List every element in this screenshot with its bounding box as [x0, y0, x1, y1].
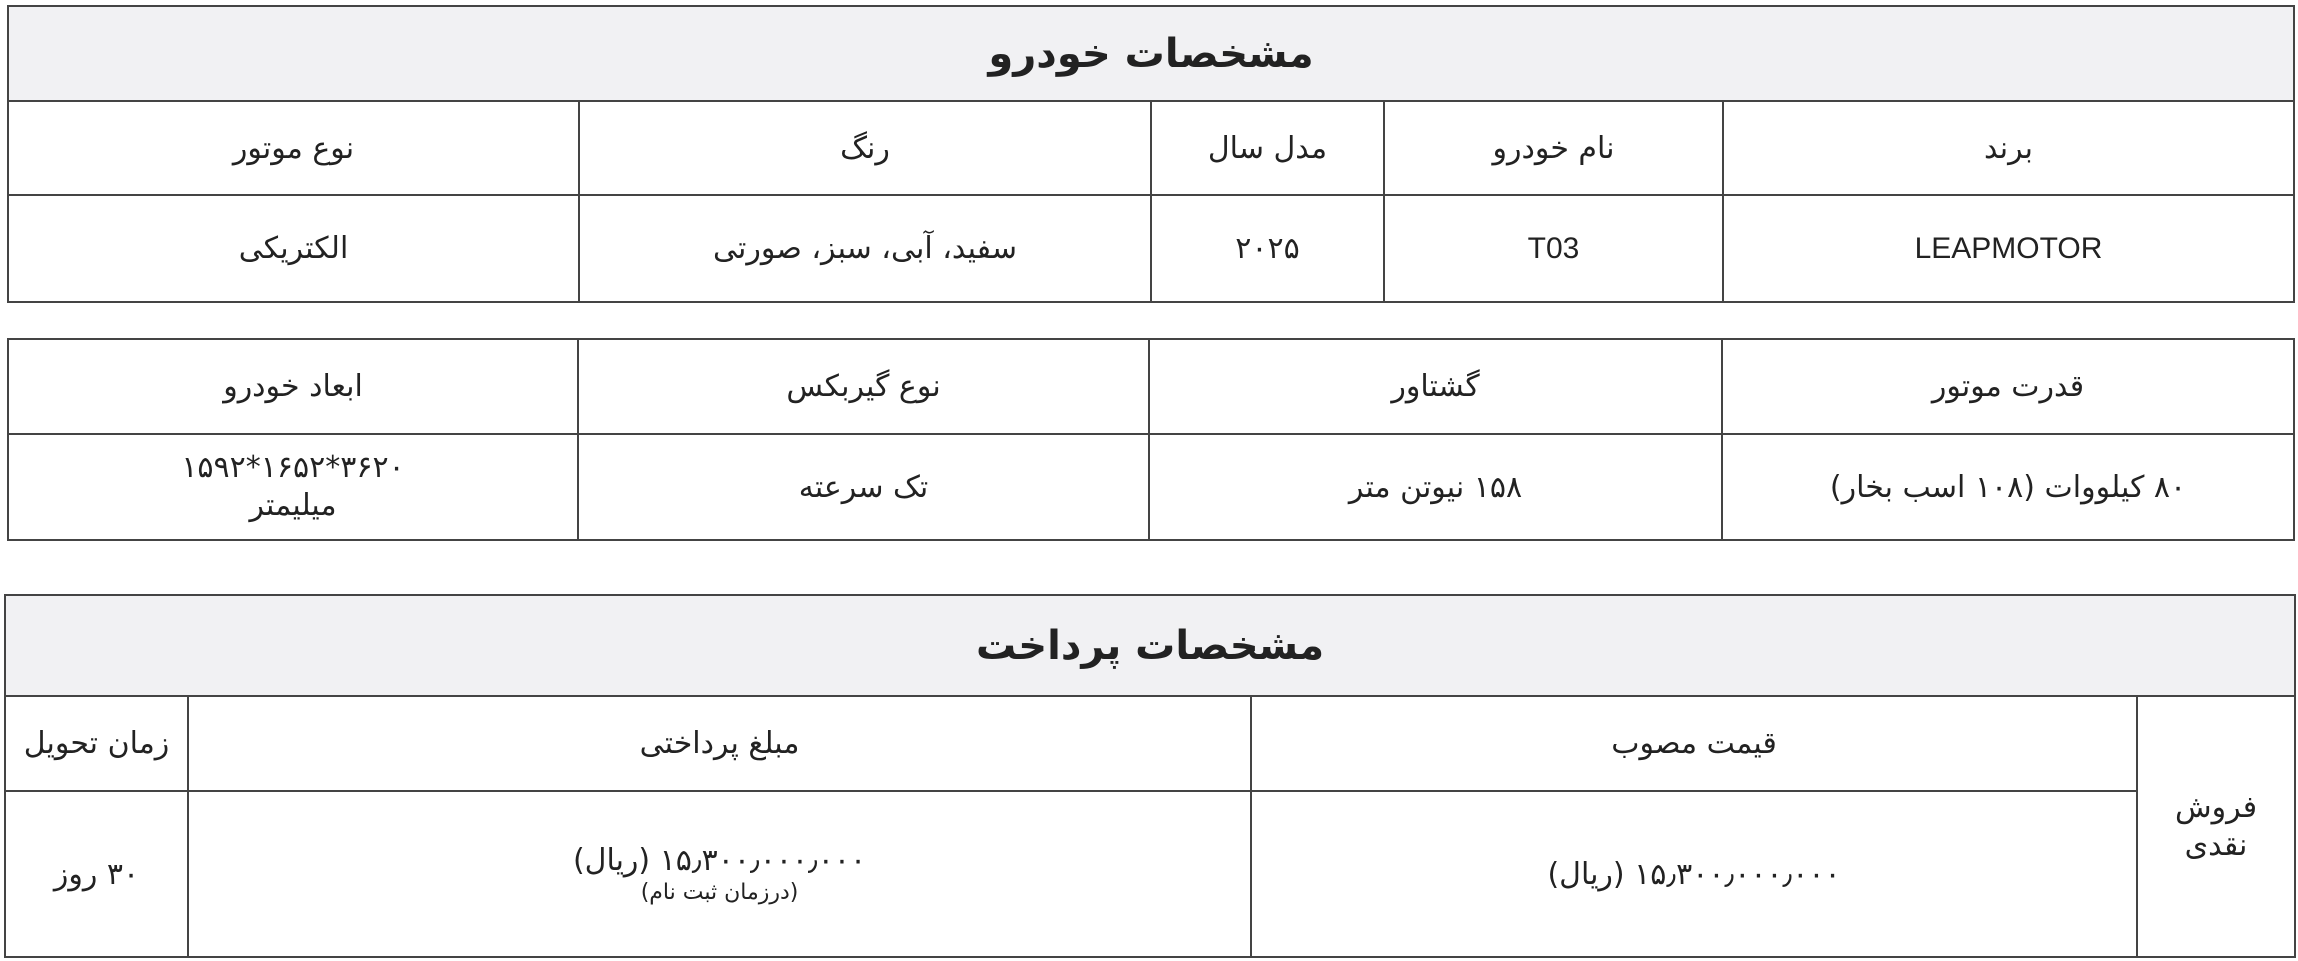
value-brand: LEAPMOTOR — [1723, 195, 2294, 302]
header-gearbox: نوع گیربکس — [578, 339, 1149, 434]
value-model-year: ۲۰۲۵ — [1151, 195, 1384, 302]
sale-type-cash — [2137, 696, 2295, 957]
header-model-year: مدل سال — [1151, 101, 1384, 195]
sale-type-line1: فروش — [2175, 789, 2258, 825]
header-dimensions: ابعاد خودرو — [8, 339, 578, 434]
value-torque: ۱۵۸ نیوتن متر — [1149, 434, 1722, 540]
header-payment-amount: مبلغ پرداختی — [188, 696, 1251, 791]
value-dimensions — [8, 434, 578, 540]
header-brand: برند — [1723, 101, 2294, 195]
car-specs-table — [7, 5, 2295, 303]
value-gearbox: تک سرعته — [578, 434, 1149, 540]
payment-specs-table — [4, 594, 2296, 958]
car-specs-title: مشخصات خودرو — [8, 6, 2294, 101]
header-delivery-time: زمان تحویل — [5, 696, 188, 791]
header-engine-type: نوع موتور — [8, 101, 579, 195]
value-payment-amount — [188, 791, 1251, 957]
value-engine-type: الکتریکی — [8, 195, 579, 302]
header-color: رنگ — [579, 101, 1151, 195]
header-car-name: نام خودرو — [1384, 101, 1723, 195]
sale-type-line2: نقدی — [2184, 827, 2248, 863]
dimensions-unit: میلیمتر — [249, 488, 337, 523]
value-color: سفید، آبی، سبز، صورتی — [579, 195, 1151, 302]
value-engine-power: ۸۰ کیلووات (۱۰۸ اسب بخار) — [1722, 434, 2294, 540]
payment-amount-text: ۱۵٫۳۰۰٫۰۰۰٫۰۰۰ (ریال) — [572, 843, 867, 878]
value-delivery-time: ۳۰ روز — [5, 791, 188, 957]
value-approved-price: ۱۵٫۳۰۰٫۰۰۰٫۰۰۰ (ریال) — [1251, 791, 2137, 957]
payment-amount-note: (درزمان ثبت نام) — [640, 880, 799, 905]
dimensions-numbers: ۳۶۲۰*۱۶۵۲*۱۵۹۲ — [181, 450, 405, 485]
value-car-name: T03 — [1384, 195, 1723, 302]
header-engine-power: قدرت موتور — [1722, 339, 2294, 434]
payment-specs-title: مشخصات پرداخت — [5, 595, 2295, 696]
car-specs-table-2 — [7, 338, 2295, 541]
header-approved-price: قیمت مصوب — [1251, 696, 2137, 791]
header-torque: گشتاور — [1149, 339, 1722, 434]
